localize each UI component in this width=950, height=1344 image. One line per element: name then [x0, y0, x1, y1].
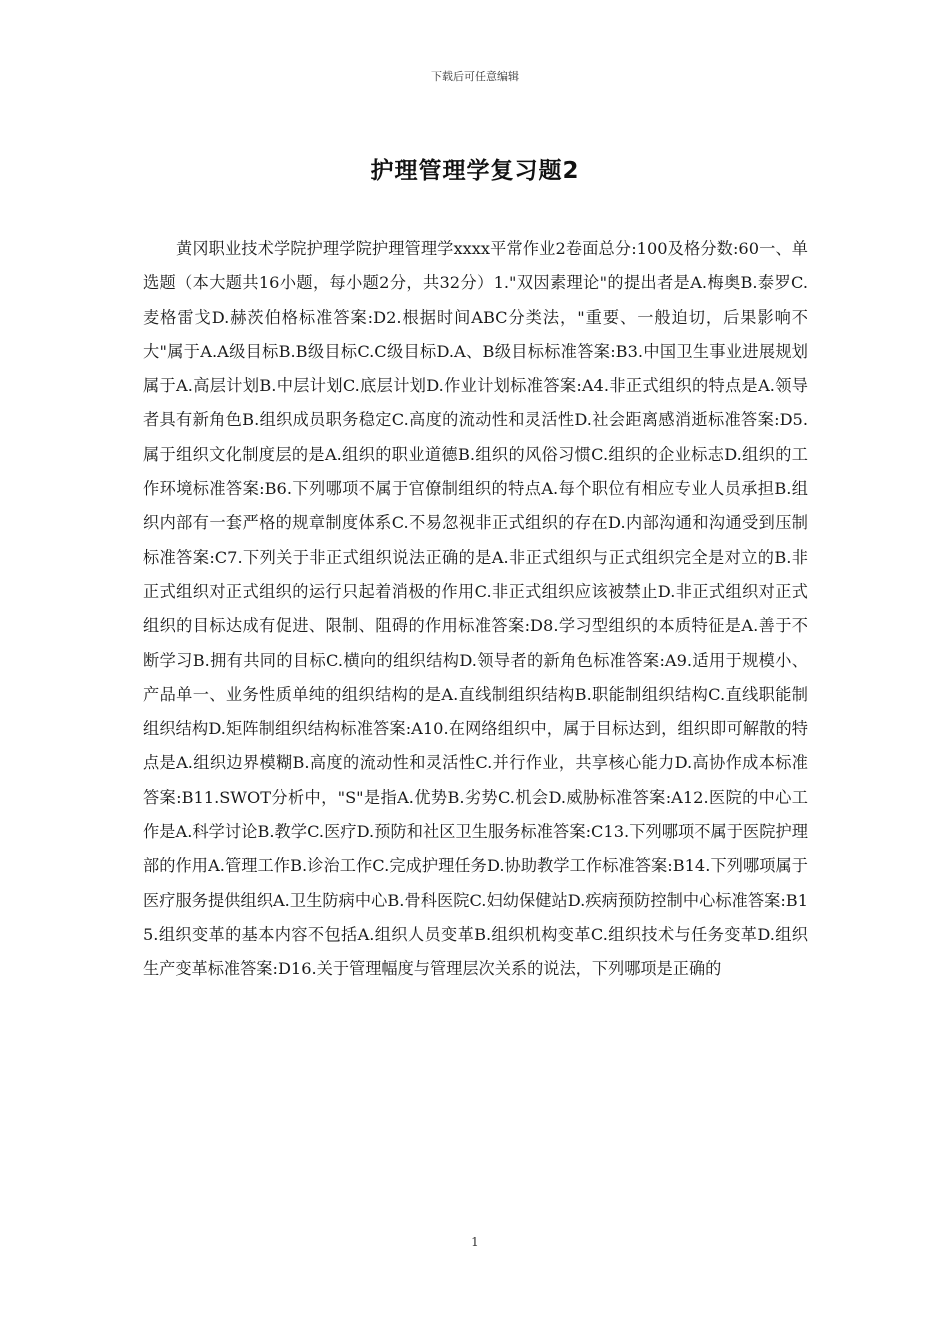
header-note: 下载后可任意编辑	[431, 70, 519, 83]
page-number: 1	[471, 1235, 479, 1249]
body-paragraph: 黄冈职业技术学院护理学院护理管理学xxxx平常作业2卷面总分:100及格分数:60一、单选题（本大题共16小题，每小题2分，共32分）1."双因素理论"的提出者是A.梅奥B.泰罗C.麦格雷戈D.赫茨伯格标准答案:D2.根据时间ABC分类法，"重要、一般迫切，后果影响不大"属于A.A级目标B.B级目标C.C级目标D.A、B级目标标准答案:B3.中国卫生事业进展规划属于A.高层计划B.中层计划C.底层计划D.作业计划标准答案:A4.非正式组织的特点是A.领导者具有新角色B.组织成员职务稳定C.高度的流动性和灵活性D.社会距离感消逝标准答案:D5.属于组织文化制度层的是A.组织的职业道德B.组织的风俗习惯C.组织的企业标志D.组织的工作环境标准答案:B6.下列哪项不属于官僚制组织的特点A.每个职位有相应专业人员承担B.组织内部有一套严格的规章制度体系C.不易忽视非正式组织的存在D.内部沟通和沟通受到压制标准答案:C7.下列关于非正式组织说法正确的是A.非正式组织与正式组织完全是对立的B.非正式组织对正式组织的运行只起着消极的作用C.非正式组织应该被禁止D.非正式组织对正式组织的目标达成有促进、限制、阻碍的作用标准答案:D8.学习型组织的本质特征是A.善于不断学习B.拥有共同的目标C.横向的组织结构D.领导者的新角色标准答案:A9.适用于规模小、产品单一、业务性质单纯的组织结构的是A.直线制组织结构B.职能制组织结构C.直线职能制组织结构D.矩阵制组织结构标准答案:A10.在网络组织中，属于目标达到，组织即可解散的特点是A.组织边界模糊B.高度的流动性和灵活性C.并行作业，共享核心能力D.高协作成本标准答案:B11.SWOT分析中，"S"是指A.优势B.劣势C.机会D.威胁标准答案:A12.医院的中心工作是A.科学讨论B.教学C.医疗D.预防和社区卫生服务标准答案:C13.下列哪项不属于医院护理部的作用A.管理工作B.诊治工作C.完成护理任务D.协助教学工作标准答案:B14.下列哪项属于医疗服务提供组织A.卫生防病中心B.骨科医院C.妇幼保健站D.疾病预防控制中心标准答案:B15.组织变革的基本内容不包括A.组织人员变革B.组织机构变革C.组织技术与任务变革D.组织生产变革标准答案:D16.关于管理幅度与管理层次关系的说法，下列哪项是正确的	[143, 239, 808, 979]
page-title: 护理管理学复习题2	[370, 158, 580, 184]
